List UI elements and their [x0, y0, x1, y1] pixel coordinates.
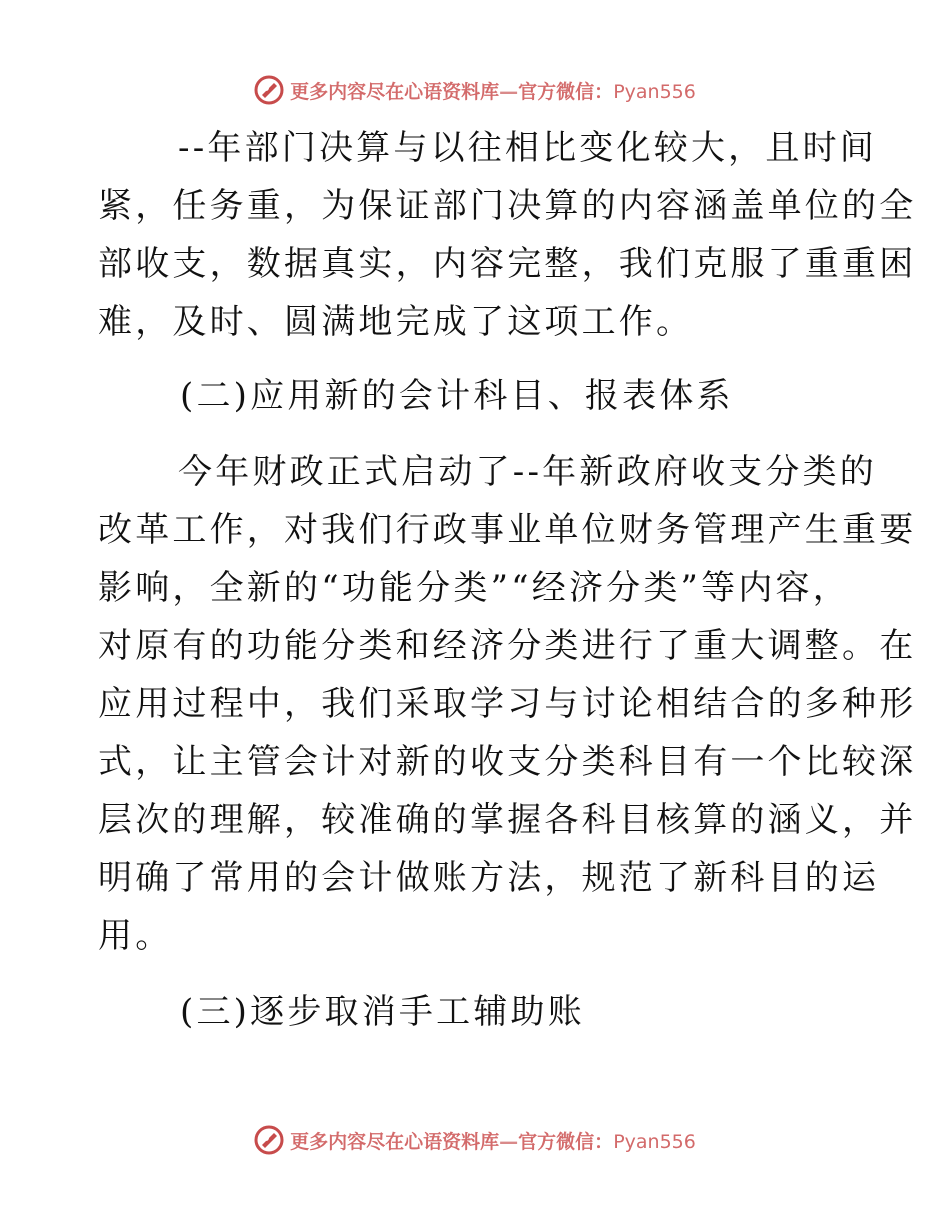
footer-wechat-label: 官方微信： [518, 1130, 614, 1153]
header-wechat-label: 官方微信： [518, 80, 614, 103]
footer-wechat-id: Pyan556 [613, 1130, 696, 1153]
paragraph-line: 对原有的功能分类和经济分类进行了重大调整。在 [98, 626, 917, 666]
header-watermark [0, 70, 950, 110]
paragraph-line: 今年财政正式启动了--年新政府收支分类的 [178, 452, 877, 492]
header-wechat-id: Pyan556 [613, 80, 696, 103]
section-heading: (三)逐步取消手工辅助账 [180, 992, 585, 1032]
footer-watermark-inner [254, 1125, 696, 1155]
paragraph-line: 层次的理解，较准确的掌握各科目核算的涵义，并 [98, 800, 917, 840]
footer-watermark-text [290, 1127, 696, 1154]
paragraph-line: --年部门决算与以往相比变化较大，且时间 [178, 128, 877, 168]
paragraph-line: 应用过程中，我们采取学习与讨论相结合的多种形 [98, 684, 917, 724]
footer-main-text: 更多内容尽在心语资料库 [290, 1130, 500, 1153]
paragraph-line: 式，让主管会计对新的收支分类科目有一个比较深 [98, 742, 917, 782]
paragraph-line: 明确了常用的会计做账方法，规范了新科目的运 [98, 858, 880, 898]
brand-logo-icon [254, 1125, 284, 1155]
header-watermark-inner [254, 75, 696, 105]
paragraph-line: 部收支，数据真实，内容完整，我们克服了重重困 [98, 244, 917, 284]
paragraph-line: 紧，任务重，为保证部门决算的内容涵盖单位的全 [98, 186, 917, 226]
section-heading: (二)应用新的会计科目、报表体系 [180, 376, 734, 416]
header-watermark-text [290, 77, 696, 104]
paragraph-line: 难，及时、圆满地完成了这项工作。 [98, 302, 694, 342]
header-main-text: 更多内容尽在心语资料库 [290, 80, 500, 103]
header-dash: — [499, 80, 519, 103]
paragraph-line: 用。 [98, 916, 173, 956]
footer-watermark [0, 1120, 950, 1160]
footer-dash: — [499, 1130, 519, 1153]
brand-logo-icon [254, 75, 284, 105]
paragraph-line: 影响，全新的“功能分类”“经济分类”等内容， [98, 568, 850, 608]
paragraph-line: 改革工作，对我们行政事业单位财务管理产生重要 [98, 510, 917, 550]
